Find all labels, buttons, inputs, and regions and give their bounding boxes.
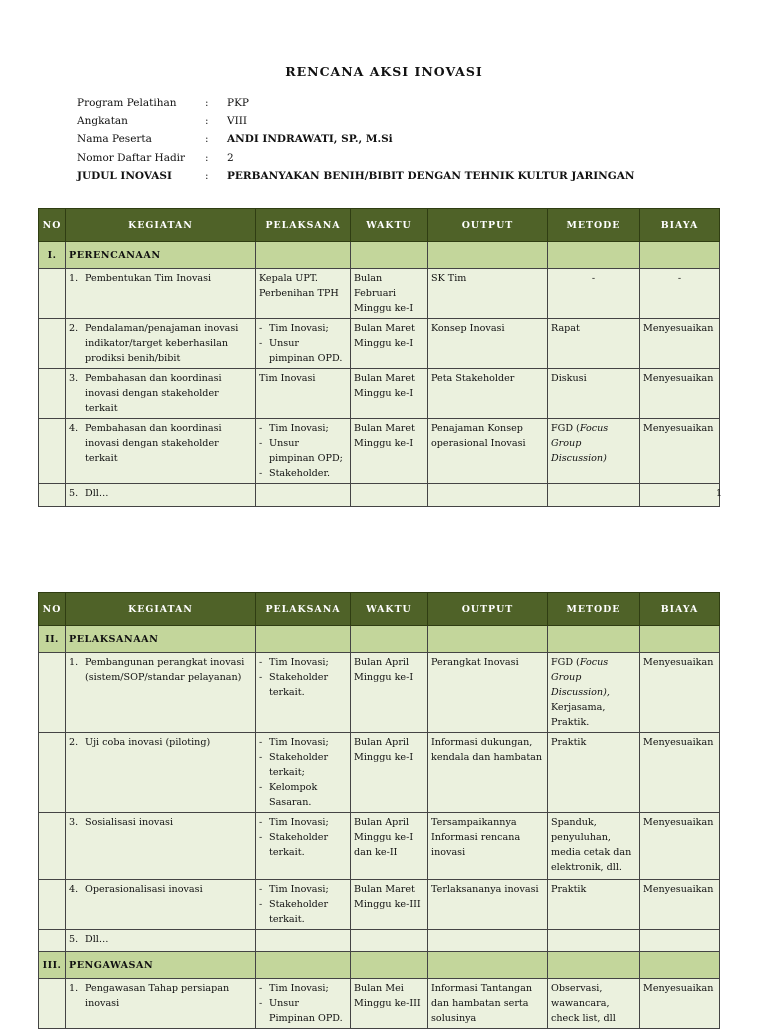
waktu-cell: Bulan Maret Minggu ke-I [351, 319, 428, 369]
table-row [39, 930, 720, 952]
col-header-pelaksana: PELAKSANA [256, 593, 351, 626]
info-colon: : [205, 151, 209, 164]
pelaksana-list [259, 815, 347, 860]
info-value: ANDI INDRAWATI, SP., M.Si [227, 133, 393, 146]
section-row-perencanaan [39, 242, 720, 269]
activity-text: Uji coba inovasi (piloting) [85, 737, 211, 748]
col-header-output: OUTPUT [428, 593, 548, 626]
metode-cell: Praktik [548, 733, 640, 813]
pelaksana-list [259, 882, 347, 927]
biaya-cell: Menyesuaikan [640, 653, 720, 733]
action-plan-table-1 [38, 208, 723, 507]
info-row-judul [77, 170, 634, 188]
info-label: Program Pelatihan [77, 97, 177, 109]
activity-number: 4. [69, 884, 79, 895]
table-row [39, 880, 720, 930]
col-header-metode: METODE [548, 593, 640, 626]
info-colon: : [205, 97, 209, 109]
metode-cell: Diskusi [548, 369, 640, 419]
activity-text: Dll… [85, 488, 109, 499]
info-value: VIII [227, 115, 248, 128]
output-cell: Informasi Tantangan dan hambatan serta solusinya [428, 979, 548, 1029]
metode-cell: - [548, 269, 640, 319]
info-row-angkatan [77, 115, 634, 133]
activity-number: 3. [69, 373, 79, 384]
biaya-cell: - [640, 269, 720, 319]
info-value: PERBANYAKAN BENIH/BIBIT DENGAN TEHNIK KULTUR JARINGAN [227, 169, 635, 182]
activity-text: Pendalaman/penajaman inovasi indikator/target keberhasilan prodiksi benih/bibit [85, 323, 239, 364]
output-cell: SK Tim [428, 269, 548, 319]
waktu-cell: Bulan Maret Minggu ke-I [351, 369, 428, 419]
table-row [39, 484, 720, 507]
pelaksana-item: - Kelompok Sasaran. [259, 780, 347, 810]
waktu-cell: Bulan Maret Minggu ke-III [351, 880, 428, 930]
pelaksana-item: - Unsur pimpinan OPD; [259, 436, 347, 466]
info-row-nomor [77, 152, 634, 170]
section-number: I. [39, 242, 66, 269]
output-cell: Informasi dukungan, kendala dan hambatan [428, 733, 548, 813]
waktu-cell: Bulan Mei Minggu ke-III [351, 979, 428, 1029]
info-colon: : [205, 133, 209, 146]
metode-italic: Focus Group Discussion) [551, 423, 609, 464]
table-row [39, 269, 720, 319]
col-header-kegiatan: KEGIATAN [66, 593, 256, 626]
waktu-cell: Bulan April Minggu ke-I [351, 653, 428, 733]
pelaksana-item: - Tim Inovasi; [259, 735, 347, 750]
pelaksana-item: - Tim Inovasi; [259, 815, 347, 830]
section-number: III. [39, 952, 66, 979]
pelaksana-list [259, 981, 347, 1026]
activity-text: Pengawasan Tahap persiapan inovasi [85, 983, 230, 1009]
activity-number: 5. [69, 934, 79, 945]
output-cell: Konsep Inovasi [428, 319, 548, 369]
table-row [39, 319, 720, 369]
activity-text: Dll… [85, 934, 109, 945]
activity-number: 5. [69, 488, 79, 499]
output-cell: Terlaksananya inovasi [428, 880, 548, 930]
activity-text: Operasionalisasi inovasi [85, 884, 203, 895]
pelaksana-item: - Tim Inovasi; [259, 655, 347, 670]
col-header-no: NO [39, 593, 66, 626]
action-plan-table-2 [38, 592, 720, 1029]
output-cell: Perangkat Inovasi [428, 653, 548, 733]
biaya-cell: Menyesuaikan [640, 733, 720, 813]
waktu-cell: Bulan April Minggu ke-I dan ke-II [351, 813, 428, 880]
pelaksana-item: - Stakeholder terkait. [259, 670, 347, 700]
metode-prefix: FGD ( [551, 657, 580, 668]
metode-cell [548, 653, 640, 733]
waktu-cell: Bulan Februari Minggu ke-I [351, 269, 428, 319]
pelaksana-list [259, 735, 347, 810]
activity-number: 2. [69, 323, 79, 334]
info-colon: : [205, 169, 209, 182]
participant-info [77, 97, 634, 188]
col-header-kegiatan: KEGIATAN [66, 209, 256, 242]
activity-number: 2. [69, 737, 79, 748]
pelaksana-list [259, 421, 347, 481]
activity-number: 1. [69, 983, 79, 994]
activity-text: Pembentukan Tim Inovasi [85, 273, 212, 284]
document-title: RENCANA AKSI INOVASI [285, 64, 483, 79]
info-label: JUDUL INOVASI [77, 169, 172, 182]
metode-cell: Rapat [548, 319, 640, 369]
page-number: 1 [716, 488, 723, 499]
table-row [39, 813, 720, 880]
pelaksana-cell: Kepala UPT. Perbenihan TPH [256, 269, 351, 319]
table-row [39, 419, 720, 484]
info-row-program [77, 97, 634, 115]
metode-cell: Observasi, wawancara, check list, dll [548, 979, 640, 1029]
table-header-row [39, 593, 720, 626]
pelaksana-item: - Unsur pimpinan OPD. [259, 336, 347, 366]
biaya-cell: Menyesuaikan [640, 419, 720, 484]
table-row [39, 979, 720, 1029]
metode-cell: Praktik [548, 880, 640, 930]
waktu-cell: Bulan April Minggu ke-I [351, 733, 428, 813]
col-header-metode: METODE [548, 209, 640, 242]
activity-number: 4. [69, 423, 79, 434]
info-label: Nama Peserta [77, 133, 152, 146]
table-row [39, 369, 720, 419]
info-value: 2 [227, 151, 234, 164]
pelaksana-item: - Stakeholder. [259, 466, 347, 481]
waktu-cell: Bulan Maret Minggu ke-I [351, 419, 428, 484]
section-label: PENGAWASAN [66, 952, 256, 979]
section-label: PELAKSANAAN [66, 626, 256, 653]
activity-text: Pembahasan dan koordinasi inovasi dengan stakeholder terkait [85, 373, 222, 414]
section-row-pelaksanaan [39, 626, 720, 653]
pelaksana-item: - Stakeholder terkait; [259, 750, 347, 780]
pelaksana-item: - Tim Inovasi; [259, 321, 347, 336]
col-header-biaya: BIAYA [640, 593, 720, 626]
table-row [39, 653, 720, 733]
table-row [39, 733, 720, 813]
pelaksana-item: - Stakeholder terkait. [259, 897, 347, 927]
pelaksana-list [259, 321, 347, 366]
pelaksana-item: - Stakeholder terkait. [259, 830, 347, 860]
activity-number: 1. [69, 657, 79, 668]
info-label: Angkatan [77, 115, 128, 128]
info-label: Nomor Daftar Hadir [77, 151, 186, 164]
col-header-waktu: WAKTU [351, 209, 428, 242]
biaya-cell: Menyesuaikan [640, 979, 720, 1029]
biaya-cell: Menyesuaikan [640, 319, 720, 369]
col-header-biaya: BIAYA [640, 209, 720, 242]
col-header-waktu: WAKTU [351, 593, 428, 626]
pelaksana-item: - Tim Inovasi; [259, 421, 347, 436]
activity-text: Pembangunan perangkat inovasi (sistem/SOP/standar pelayanan) [85, 657, 245, 683]
output-cell: Tersampaikannya Informasi rencana inovasi [428, 813, 548, 880]
info-colon: : [205, 115, 209, 128]
metode-cell [548, 419, 640, 484]
output-cell: Peta Stakeholder [428, 369, 548, 419]
activity-number: 3. [69, 817, 79, 828]
table-header-row [39, 209, 720, 242]
biaya-cell: Menyesuaikan [640, 369, 720, 419]
info-value: PKP [227, 97, 249, 109]
pelaksana-item: - Tim Inovasi; [259, 882, 347, 897]
activity-text: Sosialisasi inovasi [85, 817, 174, 828]
section-row-pengawasan [39, 952, 720, 979]
biaya-cell: Menyesuaikan [640, 880, 720, 930]
metode-cell: Spanduk, penyuluhan, media cetak dan elektronik, dll. [548, 813, 640, 880]
section-number: II. [39, 626, 66, 653]
pelaksana-item: - Unsur Pimpinan OPD. [259, 996, 347, 1026]
biaya-cell: Menyesuaikan [640, 813, 720, 880]
section-label: PERENCANAAN [66, 242, 256, 269]
activity-text: Pembahasan dan koordinasi inovasi dengan stakeholder terkait [85, 423, 222, 464]
col-header-pelaksana: PELAKSANA [256, 209, 351, 242]
col-header-output: OUTPUT [428, 209, 548, 242]
activity-number: 1. [69, 273, 79, 284]
pelaksana-item: - Tim Inovasi; [259, 981, 347, 996]
metode-italic: Focus Group Discussion), [551, 657, 610, 698]
pelaksana-list [259, 655, 347, 700]
pelaksana-cell: Tim Inovasi [256, 369, 351, 419]
output-cell: Penajaman Konsep operasional Inovasi [428, 419, 548, 484]
metode-prefix: FGD ( [551, 423, 580, 434]
info-row-peserta [77, 133, 634, 151]
metode-suffix: Kerjasama, Praktik. [551, 702, 606, 728]
col-header-no: NO [39, 209, 66, 242]
